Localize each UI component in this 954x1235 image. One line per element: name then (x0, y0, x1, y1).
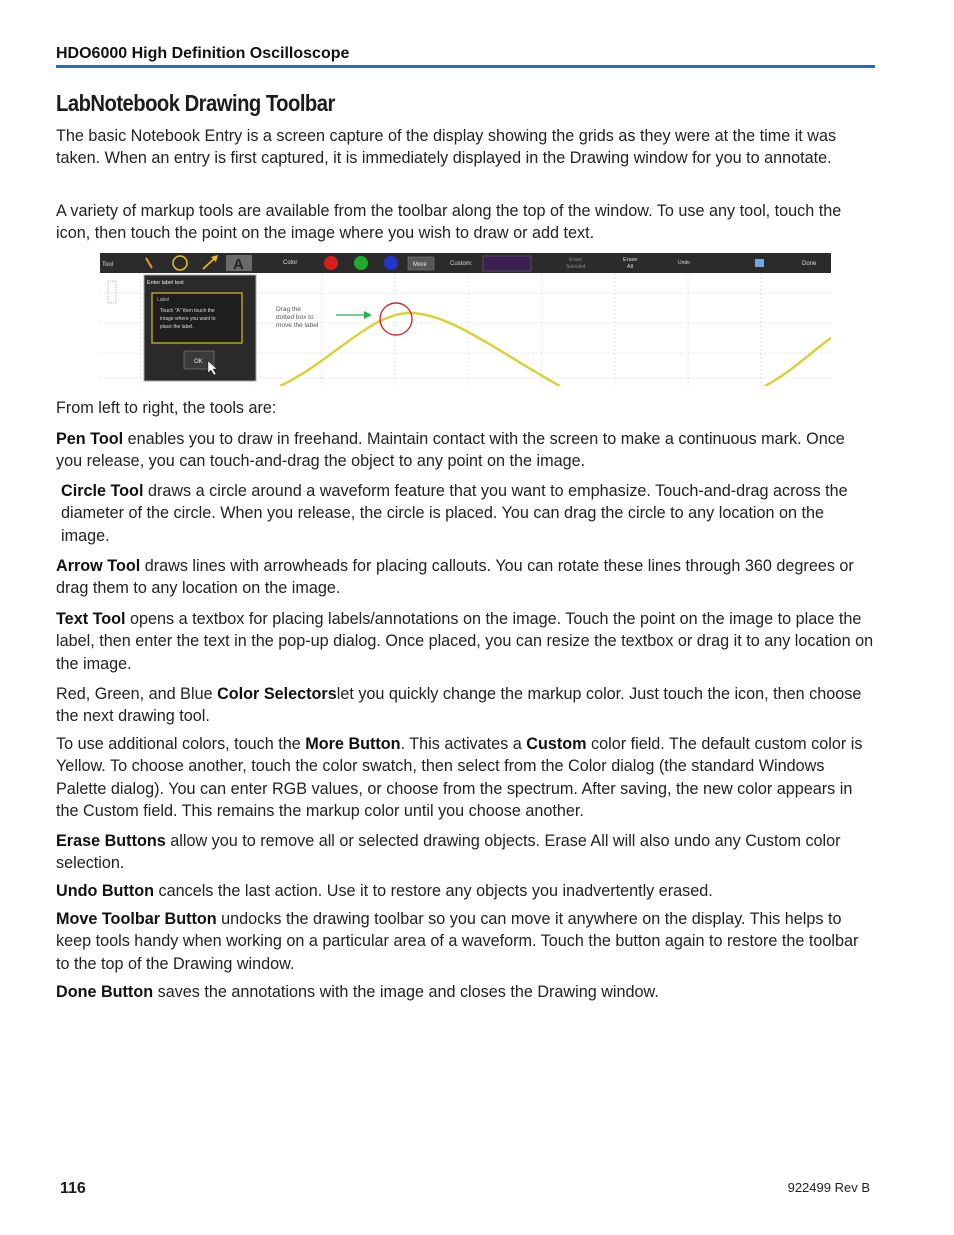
dialog-line-3: place the label. (160, 324, 194, 330)
page-number: 116 (60, 1180, 86, 1197)
circle-tool-desc: draws a circle around a waveform feature that you want to emphasize. Touch-and-drag across the diameter of the circle. When you release, the circle is placed. You can drag the circle to any location on the image. (61, 482, 848, 545)
pen-tool-desc: enables you to draw in freehand. Maintain contact with the screen to make a continuous mark. Once you release, you can touch-and-drag the object to any point on the image. (56, 430, 845, 471)
arrow-tool-desc: draws lines with arrowheads for placing callouts. You can rotate these lines through 360 degrees or drag them to any location on the image. (56, 557, 854, 598)
running-header: HDO6000 High Definition Oscilloscope (56, 45, 350, 62)
erase-all-label-1: Erase (623, 257, 638, 263)
red-color-selector-icon[interactable] (324, 256, 338, 270)
intro-paragraph-2: A variety of markup tools are available from the toolbar along the top of the window. To use any tool, touch the icon, then touch the point on the image where you wish to draw or add text. (56, 202, 842, 243)
erase-selected-label-1: Erase (569, 257, 583, 263)
move-toolbar-paragraph (56, 908, 874, 975)
more-button-pre: To use additional colors, touch the (56, 735, 306, 753)
undo-label: Undo (678, 260, 690, 266)
color-selectors-pre: Red, Green, and Blue (56, 685, 218, 703)
intro-paragraph-1: The basic Notebook Entry is a screen capture of the display showing the grids as they were at the time it was taken. When an entry is first captured, it is immediately displayed in the Drawing window for you to annotate. (56, 127, 837, 168)
annotation-line-3: move the label (276, 322, 319, 329)
header-rule (56, 65, 875, 68)
custom-color-swatch[interactable] (483, 256, 531, 271)
more-button-desc: color field. The default custom color is Yellow. To choose another, touch the color swatch, then select from the Color dialog (the standard Windows Palette dialog). You can enter RGB values, or choose from the spectrum. After saving, the new color appears in the Custom field. This remains the markup color until you choose another. (56, 735, 863, 820)
color-selectors-desc: let you quickly change the markup color. Just touch the icon, then choose the next drawing tool. (56, 685, 862, 726)
color-selectors-term: Color Selectors (217, 685, 337, 703)
toolbar-tool-label: Tool (102, 262, 114, 268)
erase-buttons-desc: allow you to remove all or selected drawing objects. Erase All will also undo any Custom color selection. (56, 832, 841, 873)
annotation-line-2: dotted box to (276, 314, 314, 321)
erase-buttons-term: Erase Buttons (56, 832, 166, 850)
done-label: Done (802, 261, 817, 267)
toolbar-color-label: Color (283, 260, 298, 266)
document-revision: 922499 Rev B (787, 1180, 870, 1195)
more-button-label: More (413, 262, 427, 268)
section-title: LabNotebook Drawing Toolbar (56, 90, 335, 116)
circle-tool-paragraph (56, 480, 874, 547)
color-selectors-paragraph (56, 683, 874, 728)
text-tool-term: Text Tool (56, 610, 126, 628)
pen-tool-term: Pen Tool (56, 430, 124, 448)
arrow-tool-paragraph (56, 555, 874, 600)
green-color-selector-icon[interactable] (354, 256, 368, 270)
undo-button-paragraph (56, 880, 874, 902)
done-button-term: Done Button (56, 983, 154, 1001)
dialog-line-2: image where you want to (160, 316, 216, 322)
pen-tool-paragraph (56, 428, 874, 473)
undo-button-desc: cancels the last action. Use it to restore any objects you inadvertently erased. (154, 882, 713, 900)
text-tool-icon[interactable] (226, 255, 252, 273)
undo-button-term: Undo Button (56, 882, 154, 900)
blue-color-selector-icon[interactable] (384, 256, 398, 270)
erase-all-label-2: All (627, 264, 634, 270)
annotation-line-1: Drag the (276, 306, 301, 313)
custom-term: Custom (526, 735, 587, 753)
text-tool-desc: opens a textbox for placing labels/annotations on the image. Touch the point on the image to place the label, then enter the text in the pop-up dialog. Once placed, you can resize the textbox or drag it to any location on the image. (56, 610, 874, 673)
more-button-paragraph (56, 733, 874, 822)
text-tool-paragraph (56, 608, 874, 675)
more-button-mid: . This activates a (400, 735, 527, 753)
done-button-desc: saves the annotations with the image and closes the Drawing window. (153, 983, 659, 1001)
dialog-title: Enter label text (147, 280, 184, 286)
dialog-ok-label: OK (194, 359, 203, 365)
done-button-paragraph (56, 981, 874, 1003)
arrow-tool-term: Arrow Tool (56, 557, 141, 575)
move-toolbar-term: Move Toolbar Button (56, 910, 217, 928)
more-button-term: More Button (305, 735, 401, 753)
toolbar-screenshot-figure (100, 253, 831, 386)
erase-buttons-paragraph (56, 830, 874, 875)
erase-selected-label-2: Selected (566, 264, 586, 270)
move-toolbar-icon[interactable] (755, 259, 764, 267)
dialog-line-1: Touch "A" then touch the (160, 308, 215, 314)
tools-intro: From left to right, the tools are: (56, 399, 277, 417)
move-toolbar-desc: undocks the drawing toolbar so you can move it anywhere on the display. This helps to keep tools handy when working on a particular area of a waveform. Touch the button again to restore the toolbar to the top of the Drawing window. (56, 910, 859, 973)
custom-label: Custom: (450, 261, 473, 267)
circle-tool-term: Circle Tool (61, 482, 144, 500)
dialog-group-label: Label (157, 297, 170, 303)
svg-text:A: A (233, 256, 244, 273)
